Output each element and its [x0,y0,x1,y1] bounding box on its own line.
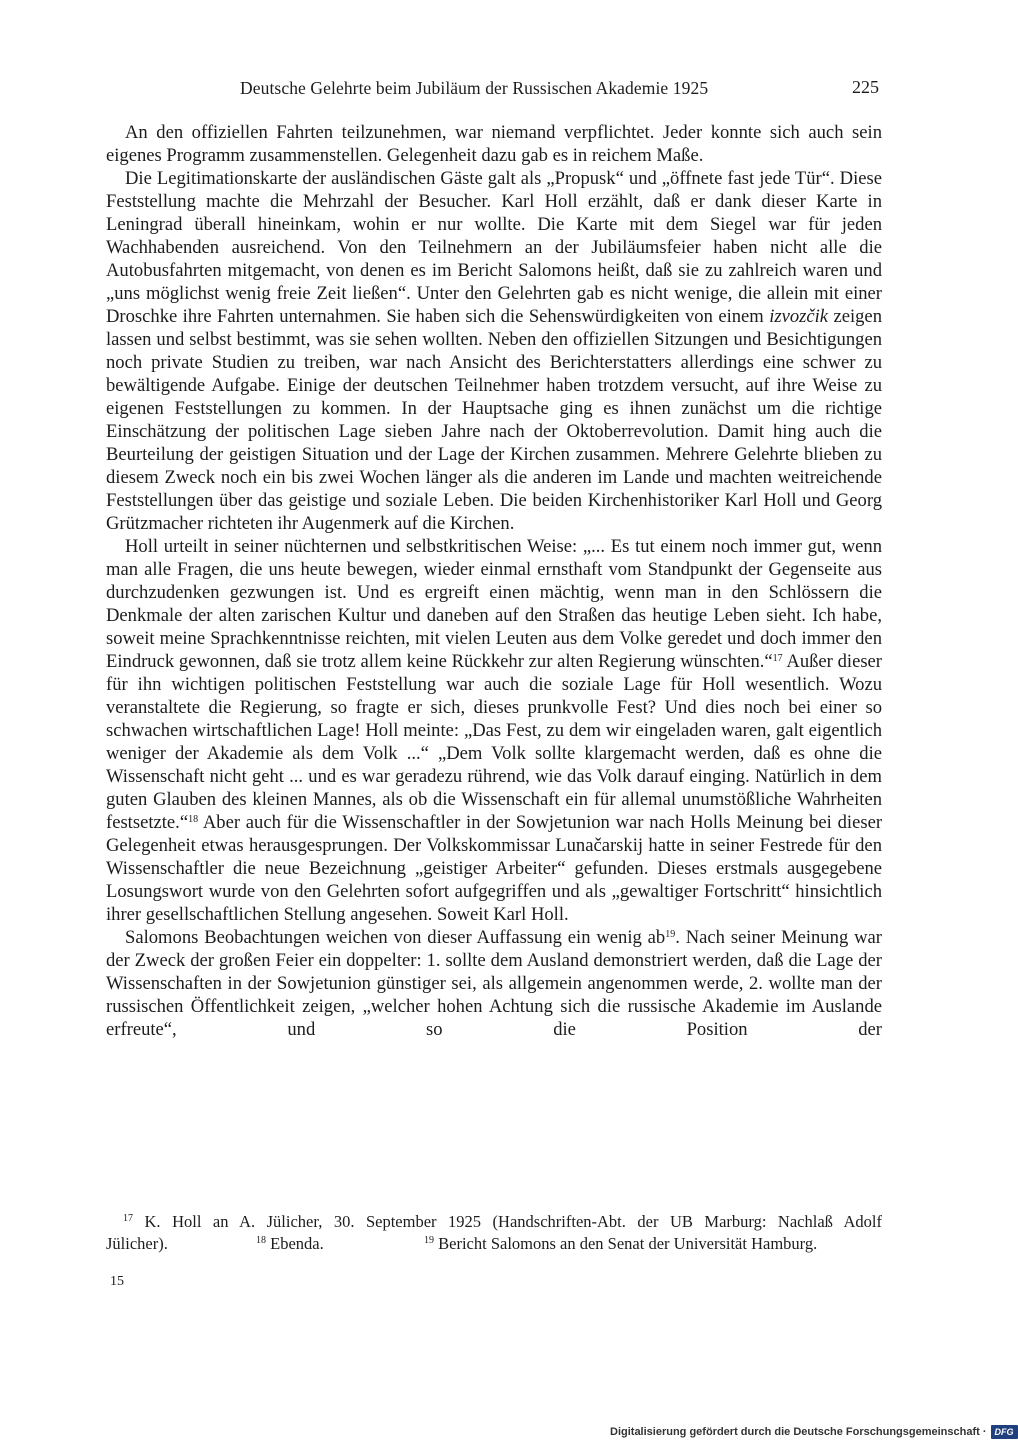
paragraph-3 [106,535,882,926]
paragraph-2-text-b: zeigen lassen und selbst bestimmt, was sie sehen wollten. Neben den offiziellen Sitzungen und Besichtigungen noch private Studien zu treiben, war nach Ansicht des Berichterstatters allerdings eine schwer zu bewältigende Aufgabe. Einige der deutschen Teilnehmer haben trotzdem versucht, auf ihre Weise zu eigenen Feststellungen zu kommen. In der Hauptsache ging es ihnen zunächst um die richtige Einschätzung der politischen Lage sieben Jahre nach der Oktoberrevolution. Damit hing auch die Beurteilung der geistigen Situation und der Lage der Kirchen zusammen. Mehrere Gelehrte blieben zu diesem Zweck noch ein bis zwei Wochen länger als die anderen im Lande und machten weitreichende Feststellungen über das geistige und soziale Leben. Die beiden Kirchenhistoriker Karl Holl und Georg Grützmacher richteten ihr Augenmerk auf die Kirchen. [106,306,882,534]
footnote-ref-18: 18 [188,814,199,825]
paragraph-4-text-a: Salomons Beobachtungen weichen von dieser Auffassung ein wenig ab [125,927,666,948]
paragraph-3-text-b: Außer dieser für ihn wichtigen politischen Feststellung war auch die soziale Lage für Holl wesentlich. Wozu veranstaltete die Regierung, so fragte er sich, dieses prunkvolle Fest? Und dies noch bei einer so schwachen wirtschaftlichen Lage! Holl meinte: „Das Fest, zu dem wir eingeladen waren, galt eigentlich weniger der Akademie als dem Volk ...“ „Dem Volk sollte klargemacht werden, daß es ohne die Wissenschaft nicht geht ... und es war geradezu rührend, wie das Volk darauf einging. Natürlich in dem guten Glauben des kleinen Mannes, als ob die Wissenschaft ein für allemal unumstößliche Wahrheiten festsetzte.“ [106,651,883,833]
paragraph-2-text-a: Die Legitimationskarte der ausländischen Gäste galt als „Propusk“ und „öffnete fast jede Tür“. Diese Feststellung machte die Mehrzahl der Besucher. Karl Holl erzählt, daß er dank dieser Karte in Leningrad überall hineinkam, wohin er nur wollte. Die Karte mit dem Siegel war für jeden Wachhabenden ausreichend. Von den Teilnehmern an der Jubiläumsfeier haben nicht alle die Autobusfahrten mitgemacht, von denen es im Bericht Salomons heißt, daß sie zu zahlreich waren und „uns möglichst wenig freie Zeit ließen“. Unter den Gelehrten gab es nicht wenige, die allein mit einer Droschke ihre Fahrten unternahmen. Sie haben sich die Sehenswürdigkeiten von einem [106,168,882,327]
footnote-19-number: 19 [424,1235,434,1246]
footnote-17 [106,1211,882,1233]
dfg-credit-bar [610,1424,1018,1440]
dfg-credit-text: Digitalisierung gefördert durch die Deutsche Forschungsgemeinschaft · [610,1426,987,1438]
footnotes [106,1211,882,1255]
running-title: Deutsche Gelehrte beim Jubiläum der Russischen Akademie 1925 [240,78,709,98]
footnote-ref-17: 17 [772,653,783,664]
footnote-18-number: 18 [256,1235,266,1246]
footnote-18 [256,1233,324,1255]
footnote-ref-19: 19 [665,929,676,940]
printer-signature-mark: 15 [110,1274,124,1289]
footnote-19 [424,1233,817,1255]
paragraph-1 [106,121,882,167]
footnote-17-text: K. Holl an A. Jülicher, 30. September 1925 (Handschriften-Abt. der UB Marburg: Nachlaß Adolf [144,1212,882,1231]
footnote-19-text: Bericht Salomons an den Senat der Universität Hamburg. [438,1234,818,1253]
paragraph-3-text-c: Aber auch für die Wissenschaftler in der Sowjetunion war nach Holls Meinung bei dieser Gelegenheit etwas herausgesprungen. Der Volkskommissar Lunačarskij hatte in seiner Festrede für den Wissenschaftler die neue Bezeichnung „geistiger Arbeiter“ gefunden. Dieses erstmals ausgegebene Losungswort wurde von den Gelehrten sofort aufgegriffen und als „gewaltiger Fortschritt“ hinsichtlich ihrer gesellschaftlichen Stellung angesehen. Soweit Karl Holl. [106,812,883,925]
footnote-line-2 [106,1233,882,1255]
footnote-18-text: Ebenda. [270,1234,324,1253]
paragraph-4-text-b: . Nach seiner Meinung war der Zweck der großen Feier ein doppelter: 1. sollte dem Ausland demonstriert werden, daß die Lage der Wissenschaften in der Sowjetunion günstiger sei, als allgemein angenommen werde, 2. wollte man der russischen Öffentlichkeit zeigen, „welcher hohen Achtung sich die russische Akademie im Auslande erfreute“, und so die Position der [106,927,882,1040]
paragraph-2-italic-term: izvozčik [769,306,829,327]
paragraph-3-text-a: Holl urteilt in seiner nüchternen und selbstkritischen Weise: „... Es tut einem noch immer gut, wenn man alle Fragen, die uns heute bewegen, wieder einmal ernsthaft vom Standpunkt der Gegenseite aus durchzudenken gezwungen ist. Und es ergreift einen mächtig, wenn man in den Schlössern die Denkmale der alten zarischen Kultur und daneben auf den Straßen das heutige Leben sieht. Ich habe, soweit meine Sprachkenntnisse reichten, mit vielen Leuten aus dem Volke geredet und doch immer den Eindruck gewonnen, daß sie trotz allem keine Rückkehr zur alten Regierung wünschten.“ [106,536,882,672]
footnote-17-continuation: Jülicher). [106,1234,168,1253]
paragraph-4 [106,926,882,1041]
dfg-logo-icon: DFG [991,1425,1018,1439]
footnote-17-number: 17 [123,1213,133,1224]
page-number: 225 [852,77,879,97]
paragraph-1-text: An den offiziellen Fahrten teilzunehmen, war niemand verpflichtet. Jeder konnte sich auch sein eigenes Programm zusammenstellen. Gelegenheit dazu gab es in reichem Maße. [106,122,882,166]
paragraph-2 [106,167,882,535]
body-text [106,121,882,1041]
